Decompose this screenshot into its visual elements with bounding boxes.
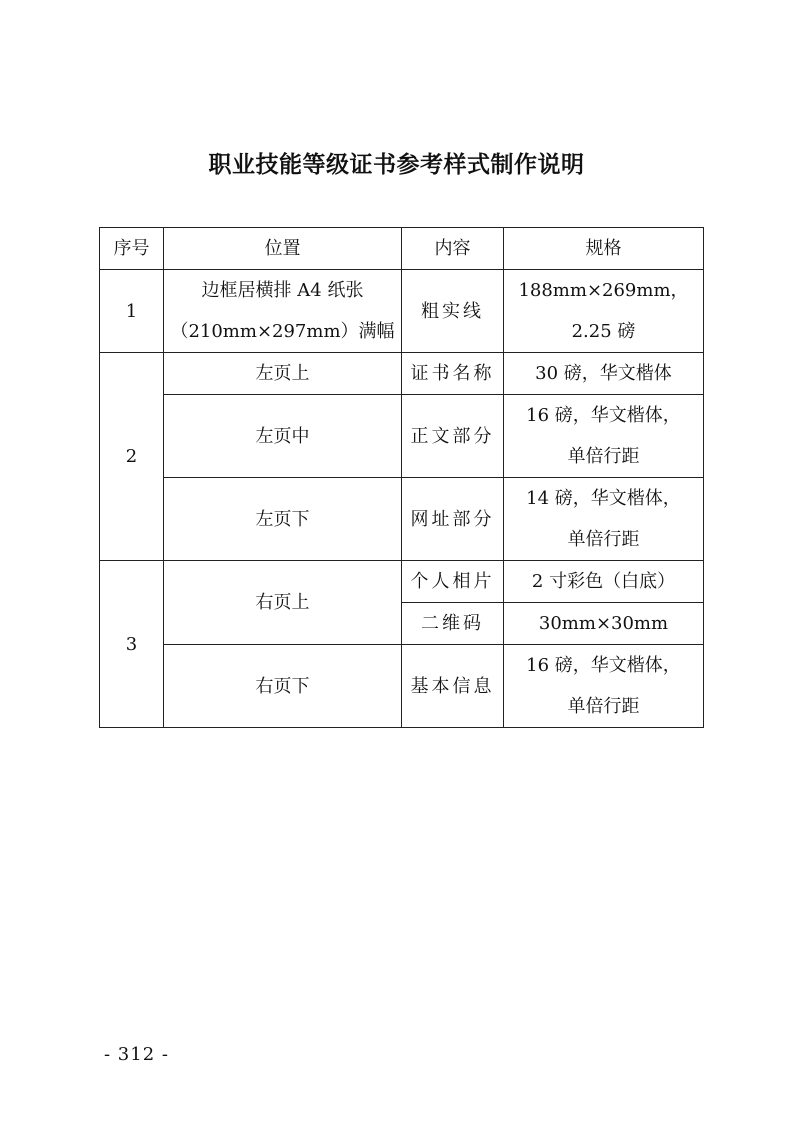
row2a-position: 左页上	[164, 353, 402, 395]
header-number: 序号	[100, 228, 164, 270]
row2a-content: 证书名称	[402, 353, 504, 395]
row2-number: 2	[100, 353, 164, 561]
header-content: 内容	[402, 228, 504, 270]
row3a-content: 个人相片	[402, 561, 504, 603]
spec-table	[99, 227, 704, 728]
row3c-content: 基本信息	[402, 645, 504, 728]
row1-number: 1	[100, 270, 164, 353]
row3b-spec: 30mm×30mm	[504, 603, 704, 645]
row3-number: 3	[100, 561, 164, 728]
row3c-spec-line1: 16 磅，华文楷体，	[526, 655, 681, 676]
table-row	[100, 561, 704, 603]
row2c-content: 网址部分	[402, 478, 504, 561]
row3a-position: 右页上	[164, 561, 402, 645]
row1-spec-line2: 2.25 磅	[571, 321, 636, 342]
row1-spec	[504, 270, 704, 353]
row3c-spec	[504, 645, 704, 728]
row3c-position: 右页下	[164, 645, 402, 728]
header-spec: 规格	[504, 228, 704, 270]
row2b-content: 正文部分	[402, 395, 504, 478]
row3c-spec-line2: 单倍行距	[567, 696, 640, 717]
row2a-spec: 30 磅，华文楷体	[504, 353, 704, 395]
row1-spec-line1: 188mm×269mm，	[518, 280, 689, 301]
row2c-spec-line1: 14 磅，华文楷体，	[526, 488, 681, 509]
row3a-spec: 2 寸彩色（白底）	[504, 561, 704, 603]
row2c-position: 左页下	[164, 478, 402, 561]
row2c-spec-line2: 单倍行距	[567, 529, 640, 550]
row2c-spec	[504, 478, 704, 561]
row2b-spec-line2: 单倍行距	[567, 446, 640, 467]
row2b-spec	[504, 395, 704, 478]
row3b-content: 二维码	[402, 603, 504, 645]
page-number: - 312 -	[104, 1044, 169, 1065]
header-position: 位置	[164, 228, 402, 270]
table-header-row	[100, 228, 704, 270]
row1-content: 粗实线	[402, 270, 504, 353]
page-title: 职业技能等级证书参考样式制作说明	[208, 151, 585, 178]
table-row	[100, 353, 704, 395]
row2b-position: 左页中	[164, 395, 402, 478]
table-row	[100, 270, 704, 353]
row1-position	[164, 270, 402, 353]
row2b-spec-line1: 16 磅，华文楷体，	[526, 405, 681, 426]
row1-position-line1: 边框居横排 A4 纸张	[201, 280, 364, 301]
row1-position-line2: （210mm×297mm）满幅	[170, 321, 395, 342]
